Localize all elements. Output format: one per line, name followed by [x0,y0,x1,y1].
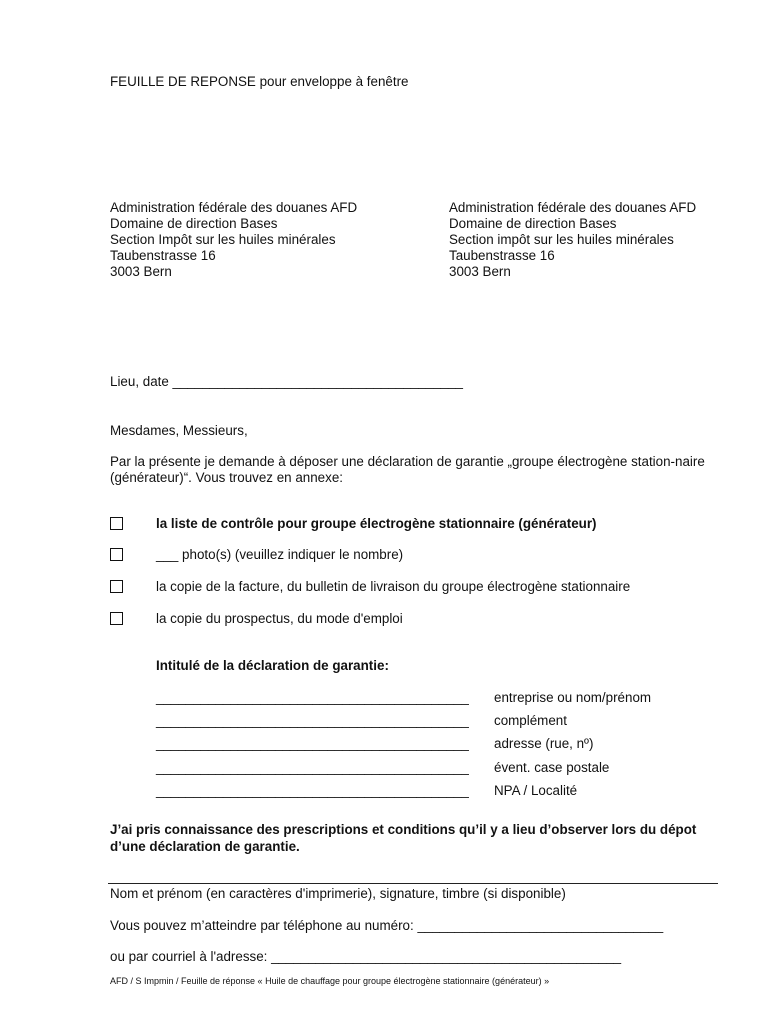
checkbox[interactable] [110,517,123,530]
checklist-label: la copie du prospectus, du mode d'emploi [156,611,403,626]
page-title: FEUILLE DE REPONSE pour enveloppe à fenêtre [110,74,409,89]
checkbox[interactable] [110,548,123,561]
checkbox[interactable] [110,580,123,593]
address-line: Domaine de direction Bases [110,216,278,231]
field-label: complément [494,713,567,728]
fill-line[interactable]: __________________________________________ [156,783,469,798]
address-line: Section impôt sur les huiles minérales [449,232,674,247]
signature-line[interactable] [108,883,718,884]
intro-paragraph: Par la présente je demande à déposer une déclaration de garantie „groupe électrogène station-naire (générateur)“. Vous trouvez en annexe: [110,454,705,485]
field-label: entreprise ou nom/prénom [494,690,652,705]
address-line: Administration fédérale des douanes AFD [449,200,697,215]
address-line: 3003 Bern [449,264,511,279]
checklist-label: la copie de la facture, du bulletin de livraison du groupe électrogène stationnaire [156,579,631,594]
phone-field[interactable]: Vous pouvez m’atteindre par téléphone au numéro: _________________________________ [110,918,664,933]
address-line: 3003 Bern [110,264,172,279]
checklist-label: la liste de contrôle pour groupe électrogène stationnaire (générateur) [156,516,597,531]
checklist-label: ___ photo(s) (veuillez indiquer le nombre) [156,547,404,562]
fill-line[interactable]: __________________________________________ [156,736,469,751]
address-line: Administration fédérale des douanes AFD [110,200,358,215]
recipient-address-right [449,200,696,280]
address-line: Domaine de direction Bases [449,216,617,231]
email-field[interactable]: ou par courriel à l'adresse: _______________________________________________ [110,949,622,964]
acknowledgement-notice: J’ai pris connaissance des prescriptions et conditions qu’il y a lieu d’observer lors du dépot d’une déclaration de garantie. [110,822,697,854]
address-line: Section Impôt sur les huiles minérales [110,232,336,247]
recipient-address-left [110,200,357,280]
place-date-field[interactable]: Lieu, date _______________________________________ [110,374,463,389]
salutation: Mesdames, Messieurs, [110,423,248,438]
address-line: Taubenstrasse 16 [449,248,555,263]
fill-line[interactable]: __________________________________________ [156,690,469,705]
intitule-heading: Intitulé de la déclaration de garantie: [156,658,389,673]
field-label: adresse (rue, nº) [494,736,594,751]
signature-label: Nom et prénom (en caractères d'imprimerie), signature, timbre (si disponible) [110,886,566,901]
footer-reference: AFD / S Impmin / Feuille de réponse « Huile de chauffage pour groupe électrogène stationnaire (générateur) » [110,976,550,986]
fill-line[interactable]: __________________________________________ [156,713,469,728]
field-label: NPA / Localité [494,783,578,798]
fill-line[interactable]: __________________________________________ [156,760,469,775]
field-label: évent. case postale [494,760,610,775]
checkbox[interactable] [110,612,123,625]
address-line: Taubenstrasse 16 [110,248,216,263]
